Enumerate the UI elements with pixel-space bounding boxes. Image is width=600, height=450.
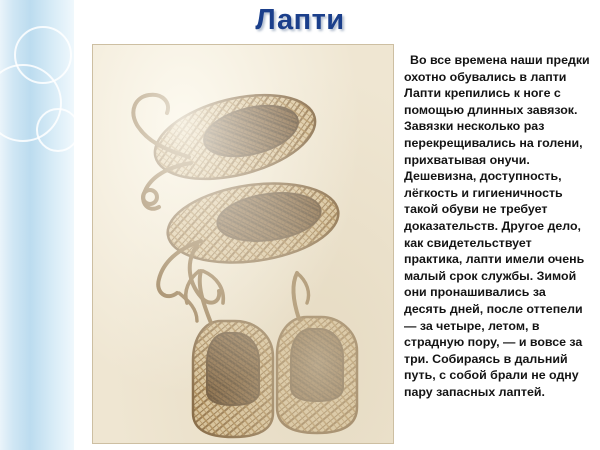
body-text-column [404,52,590,400]
band-edge [74,0,76,450]
decorative-left-band [0,0,76,450]
body-paragraph: Во все времена наши предки охотно обувались в лапти Лапти крепились к ноге с помощью длинных завязок. Завязки несколько раз перекрещивались на голени, прихватывая онучи. Дешевизна, доступность, лёгкость и гигиеничность такой обуви не требует доказательств. Другое дело, как свидетельствует практика, лапти имели очень малый срок службы. Зимой они пронашивались за десять дней, после оттепели — за четыре, летом, в страдную пору, — и вовсе за три. Собираясь в дальний путь, с собой брали не одну пару запасных лаптей. [404,53,590,399]
page-title: Лапти [255,4,345,36]
paper-texture [93,45,393,443]
illustration-panel [92,44,394,444]
